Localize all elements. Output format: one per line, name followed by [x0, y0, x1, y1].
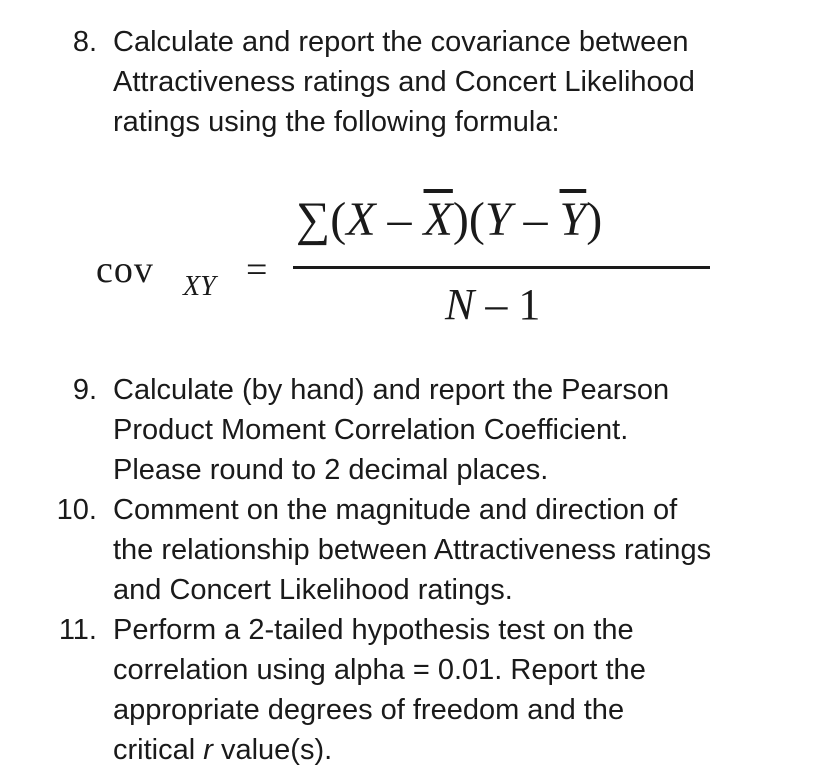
- paren-open: (: [330, 193, 347, 246]
- var-n: N: [445, 280, 475, 329]
- question-line: correlation using alpha = 0.01. Report the: [113, 654, 646, 686]
- minus-sign: –: [375, 193, 424, 246]
- line-suffix: value(s).: [212, 734, 333, 766]
- paren-open: (: [468, 193, 485, 246]
- fraction-bar: [293, 266, 710, 269]
- question-line: and Concert Likelihood ratings.: [113, 574, 513, 606]
- question-number: 8.: [72, 26, 97, 58]
- var-y: Y: [484, 193, 512, 246]
- paren-close: ): [586, 193, 603, 246]
- line-prefix: critical: [113, 734, 204, 766]
- var-x: X: [346, 193, 376, 246]
- italic-r: r: [203, 734, 213, 766]
- question-line: Product Moment Correlation Coefficient.: [113, 414, 629, 446]
- question-line: Calculate and report the covariance between: [113, 26, 689, 58]
- var-x-bar: $\overline{X}$: [423, 193, 453, 246]
- sigma-symbol: ∑: [296, 193, 331, 246]
- question-number: 9.: [72, 374, 97, 406]
- question-number: 11.: [58, 614, 97, 646]
- formula-denominator: [445, 280, 540, 330]
- question-text: [113, 490, 818, 610]
- question-line: the relationship between Attractiveness ratings: [113, 534, 712, 566]
- question-line: Please round to 2 decimal places.: [113, 454, 549, 486]
- paren-close: ): [452, 193, 469, 246]
- question-text: [113, 610, 818, 770]
- question-line: Calculate (by hand) and report the Pearson: [113, 374, 670, 406]
- covariance-formula: [0, 180, 825, 340]
- minus-sign: –: [511, 193, 560, 246]
- question-line: [113, 730, 818, 770]
- var-y-bar: $\overline{Y}$: [559, 193, 587, 246]
- formula-equals: =: [246, 249, 268, 291]
- question-text: [113, 370, 818, 490]
- question-line: Comment on the magnitude and direction of: [113, 494, 678, 526]
- question-line: ratings using the following formula:: [113, 106, 560, 138]
- question-number: 10.: [56, 494, 97, 526]
- formula-cov-label: cov: [96, 249, 154, 291]
- question-line: appropriate degrees of freedom and the: [113, 694, 625, 726]
- formula-subscript: XY: [183, 271, 216, 302]
- question-text: [113, 22, 818, 142]
- formula-numerator: [296, 190, 602, 250]
- minus-one: – 1: [474, 280, 541, 329]
- question-line: Perform a 2-tailed hypothesis test on the: [113, 614, 634, 646]
- question-line: Attractiveness ratings and Concert Likelihood: [113, 66, 695, 98]
